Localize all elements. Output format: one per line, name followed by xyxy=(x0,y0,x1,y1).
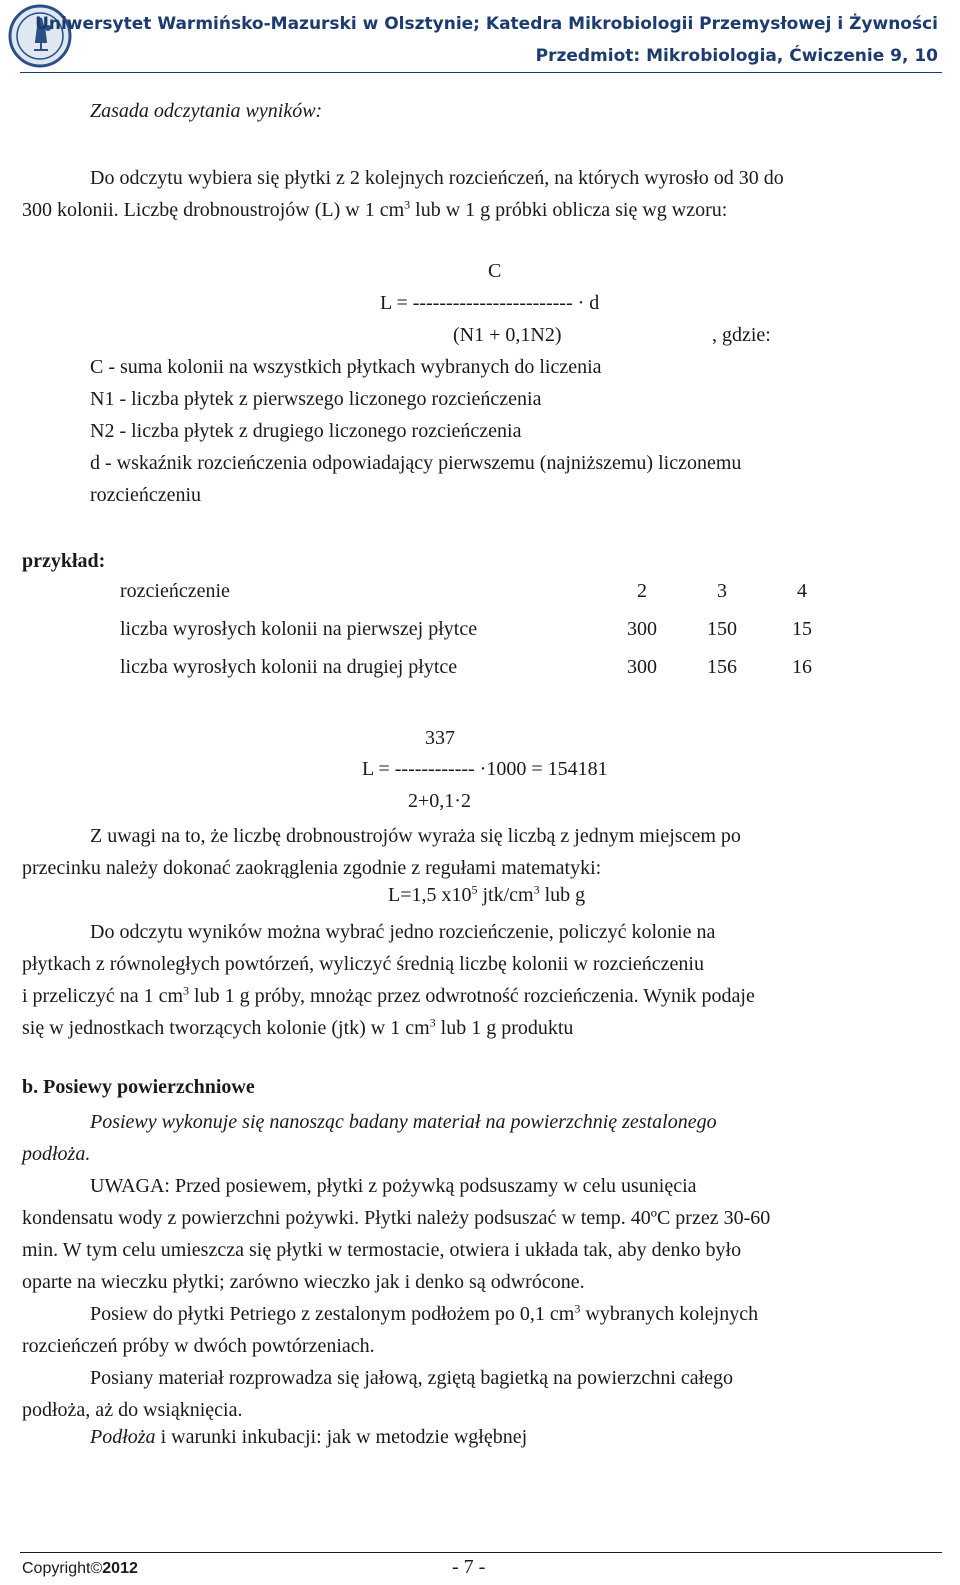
rounding-line-1: Z uwagi na to, że liczbę drobnoustrojów wyraża się liczbą z jednym miejscem po xyxy=(90,825,741,847)
uwaga-line-4: oparte na wieczku płytki; zarówno wieczko jak i denko są odwrócone. xyxy=(22,1271,585,1293)
example-row-label: liczba wyrosłych kolonii na pierwszej płytce xyxy=(120,618,478,640)
posiew-line-1b: wybranych kolejnych xyxy=(580,1303,759,1325)
posiany-paragraph xyxy=(22,1362,932,1426)
section-b-italic-2: podłoża. xyxy=(22,1143,91,1165)
alt-line-1: Do odczytu wyników można wybrać jedno rozcieńczenie, policzyć kolonie na xyxy=(90,921,716,943)
podloza-rest: i warunki inkubacji: jak w metodzie wgłębnej xyxy=(155,1426,528,1448)
example-value: 150 xyxy=(707,618,737,640)
result-text: L=1,5 x10 xyxy=(388,884,472,906)
posiew-line-2: rozcieńczeń próby w dwóch powtórzeniach. xyxy=(22,1335,375,1357)
intro-line-2a: 300 kolonii. Liczbę drobnoustrojów (L) w 1 cm xyxy=(22,199,405,221)
section-b-intro xyxy=(22,1106,932,1170)
intro-line-1: Do odczytu wybiera się płytki z 2 kolejnych rozcieńczeń, na których wyrosło od 30 do xyxy=(90,167,784,189)
uwaga-line-3: min. W tym celu umieszcza się płytki w termostacie, otwiera i układa tak, aby denko było xyxy=(22,1239,742,1261)
footer-copyright xyxy=(22,1560,138,1578)
copyright-text: Copyright© xyxy=(22,1560,103,1577)
formula-denominator: (N1 + 0,1N2) xyxy=(453,324,562,346)
header-institution: Uniwersytet Warmińsko-Mazurski w Olsztynie; Katedra Mikrobiologii Przemysłowej i Żywności xyxy=(35,14,938,34)
example-value: 16 xyxy=(792,656,812,678)
alt-method-paragraph xyxy=(22,916,932,1044)
alt-line-3b: lub 1 g próby, mnożąc przez odwrotność rozcieńczenia. Wynik podaje xyxy=(189,985,755,1007)
example-value: 2 xyxy=(637,580,647,602)
formula-numerator: C xyxy=(488,260,502,282)
rounding-line-2: przecinku należy dokonać zaokrąglenia zgodnie z regułami matematyki: xyxy=(22,857,602,879)
calc-denominator: 2+0,1·2 xyxy=(408,790,471,812)
posiany-line-2: podłoża, aż do wsiąknięcia. xyxy=(22,1399,243,1421)
section-b-italic-1: Posiewy wykonuje się nanosząc badany materiał na powierzchnię zestalonego xyxy=(90,1111,717,1133)
posiew-line-1a: Posiew do płytki Petriego z zestalonym podłożem po 0,1 cm xyxy=(90,1303,575,1325)
alt-sup-2: 3 xyxy=(429,1015,436,1030)
intro-sup: 3 xyxy=(404,197,411,212)
section-title: Zasada odczytania wyników: xyxy=(90,100,323,122)
formula-main: L = ------------------------ · d xyxy=(380,292,600,314)
posiew-sup: 3 xyxy=(574,1301,581,1316)
alt-line-4b: lub 1 g produktu xyxy=(435,1017,574,1039)
page-number: - 7 - xyxy=(452,1556,486,1578)
definition-c: C - suma kolonii na wszystkich płytkach wybranych do liczenia xyxy=(90,356,602,378)
result-exponent: 5 xyxy=(471,882,478,897)
alt-line-4a: się w jednostkach tworzących kolonie (jtk) w 1 cm xyxy=(22,1017,430,1039)
example-value: 300 xyxy=(627,656,657,678)
result-suffix: lub g xyxy=(539,884,586,906)
uwaga-paragraph xyxy=(22,1170,932,1298)
copyright-year: 2012 xyxy=(102,1560,138,1577)
header-rule xyxy=(20,72,942,73)
intro-paragraph xyxy=(22,162,932,226)
posiany-line-1: Posiany materiał rozprowadza się jałową, zgiętą bagietką na powierzchni całego xyxy=(90,1367,734,1389)
definition-n2: N2 - liczba płytek z drugiego liczonego rozcieńczenia xyxy=(90,420,522,442)
definition-d: d - wskaźnik rozcieńczenia odpowiadający pierwszemu (najniższemu) liczonemu xyxy=(90,452,742,474)
example-row-label: rozcieńczenie xyxy=(120,580,230,602)
alt-line-3a: i przeliczyć na 1 cm xyxy=(22,985,184,1007)
result-unit: jtk/cm xyxy=(477,884,534,906)
intro-line-2b: lub w 1 g próbki oblicza się wg wzoru: xyxy=(410,199,728,221)
footer-rule xyxy=(20,1552,942,1553)
header-subject: Przedmiot: Mikrobiologia, Ćwiczenie 9, 10 xyxy=(535,46,938,66)
example-row-label: liczba wyrosłych kolonii na drugiej płytce xyxy=(120,656,458,678)
uwaga-line-2: kondensatu wody z powierzchni pożywki. Płytki należy podsuszać w temp. 40ºC przez 30-60 xyxy=(22,1207,771,1229)
example-value: 15 xyxy=(792,618,812,640)
alt-line-2: płytkach z równoległych powtórzeń, wyliczyć średnią liczbę kolonii w rozcieńczeniu xyxy=(22,953,704,975)
example-value: 4 xyxy=(797,580,807,602)
calc-numerator: 337 xyxy=(425,727,455,749)
podloza-line xyxy=(90,1426,527,1449)
definition-n1: N1 - liczba płytek z pierwszego liczonego rozcieńczenia xyxy=(90,388,542,410)
example-label: przykład: xyxy=(22,550,106,572)
alt-sup-1: 3 xyxy=(183,983,190,998)
uwaga-line-1: UWAGA: Przed posiewem, płytki z pożywką podsuszamy w celu usunięcia xyxy=(90,1175,697,1197)
example-value: 3 xyxy=(717,580,727,602)
posiew-paragraph xyxy=(22,1298,932,1362)
section-b-title: b. Posiewy powierzchniowe xyxy=(22,1076,255,1098)
formula-where: , gdzie: xyxy=(712,324,771,346)
rounding-result xyxy=(388,884,585,907)
calc-main: L = ------------ ·1000 = 154181 xyxy=(362,758,608,780)
example-value: 156 xyxy=(707,656,737,678)
result-unit-exponent: 3 xyxy=(533,882,540,897)
rounding-paragraph xyxy=(22,820,932,884)
podloza-italic: Podłoża xyxy=(90,1426,156,1448)
example-value: 300 xyxy=(627,618,657,640)
definition-d-cont: rozcieńczeniu xyxy=(90,484,202,506)
